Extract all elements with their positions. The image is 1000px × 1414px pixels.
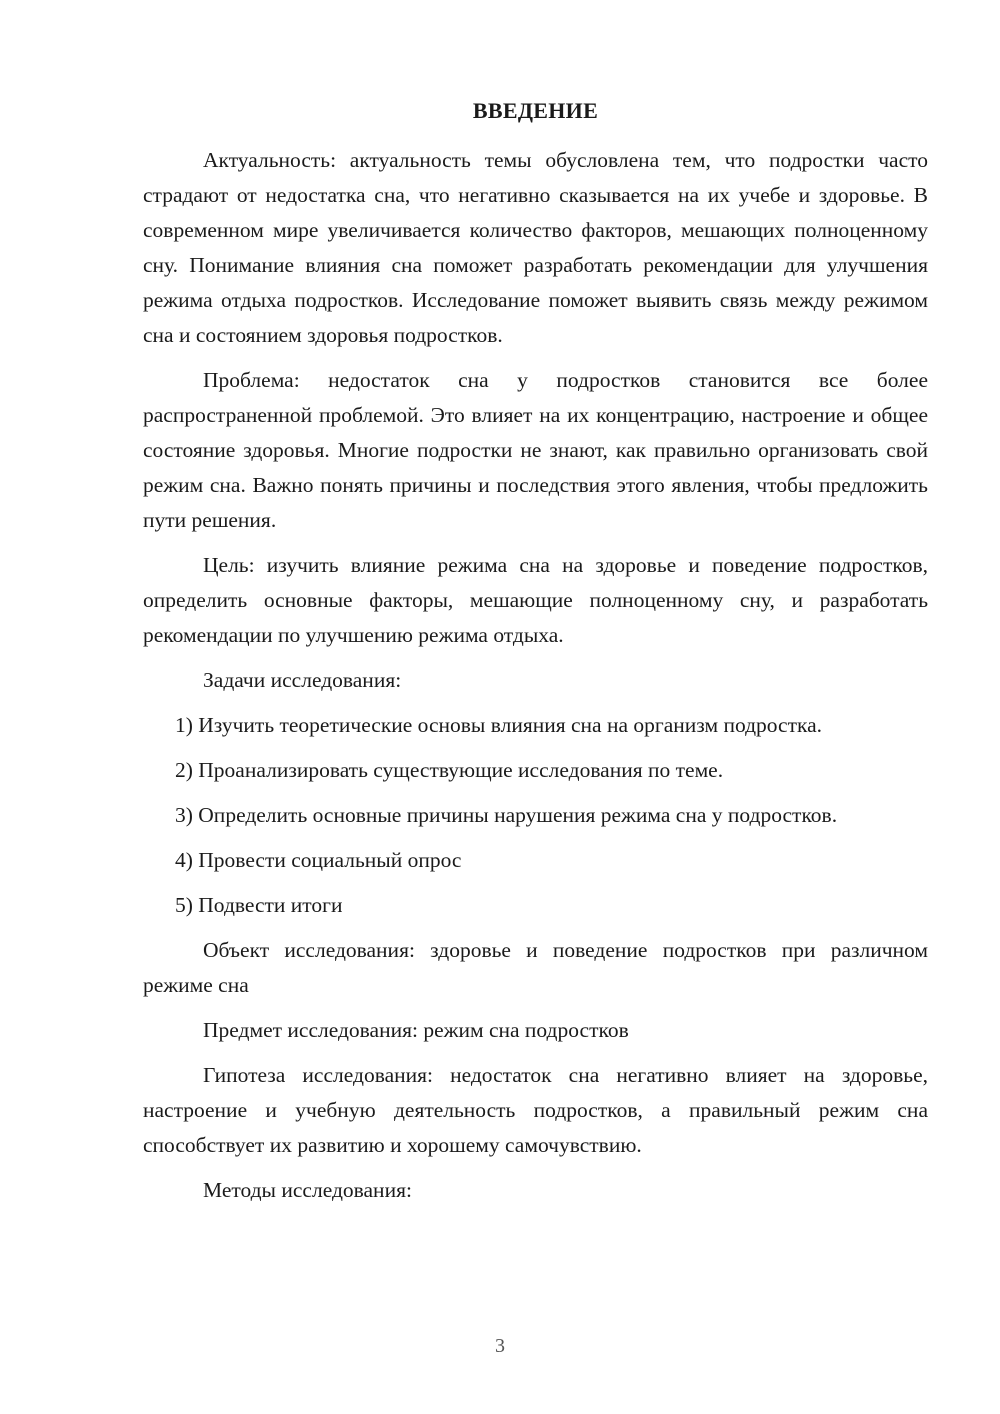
list-item-task-3: 3) Определить основные причины нарушения режима сна у подростков.	[175, 803, 838, 827]
paragraph-subject: Предмет исследования: режим сна подростков	[203, 1018, 629, 1042]
paragraph-relevance: Актуальность: актуальность темы обусловлена тем, что подростки часто страдают от недостатка сна, что негативно сказывается на их учебе и здоровье. В современном мире увеличивается количество факторов, мешающих полноценному сну. Понимание влияния сна поможет разработать рекомендации для улучшения режима отдыха подростков. Исследование поможет выявить связь между режимом сна и состоянием здоровья подростков.	[143, 148, 928, 347]
paragraph-hypothesis: Гипотеза исследования: недостаток сна негативно влияет на здоровье, настроение и учебную деятельность подростков, а правильный режим сна способствует их развитию и хорошему самочувствию.	[143, 1063, 928, 1157]
list-item-task-4: 4) Провести социальный опрос	[175, 848, 462, 872]
list-item-task-5: 5) Подвести итоги	[175, 893, 343, 917]
page-number: 3	[495, 1335, 505, 1357]
list-item-task-2: 2) Проанализировать существующие исследования по теме.	[175, 758, 724, 782]
paragraph-goal: Цель: изучить влияние режима сна на здоровье и поведение подростков, определить основные факторы, мешающие полноценному сну, и разработать рекомендации по улучшению режима отдыха.	[143, 553, 928, 647]
section-heading: ВВЕДЕНИЕ	[472, 98, 599, 123]
paragraph-methods: Методы исследования:	[203, 1178, 412, 1202]
body-text	[143, 143, 928, 1218]
paragraph-problem: Проблема: недостаток сна у подростков становится все более распространенной проблемой. Это влияет на их концентрацию, настроение и общее состояние здоровья. Многие подростки не знают, как правильно организовать свой режим сна. Важно понять причины и последствия этого явления, чтобы предложить пути решения.	[143, 368, 928, 532]
paragraph-tasks-heading: Задачи исследования:	[203, 668, 402, 692]
paragraph-object: Объект исследования: здоровье и поведение подростков при различном режиме сна	[143, 938, 928, 997]
list-item-task-1: 1) Изучить теоретические основы влияния сна на организм подростка.	[175, 713, 823, 737]
